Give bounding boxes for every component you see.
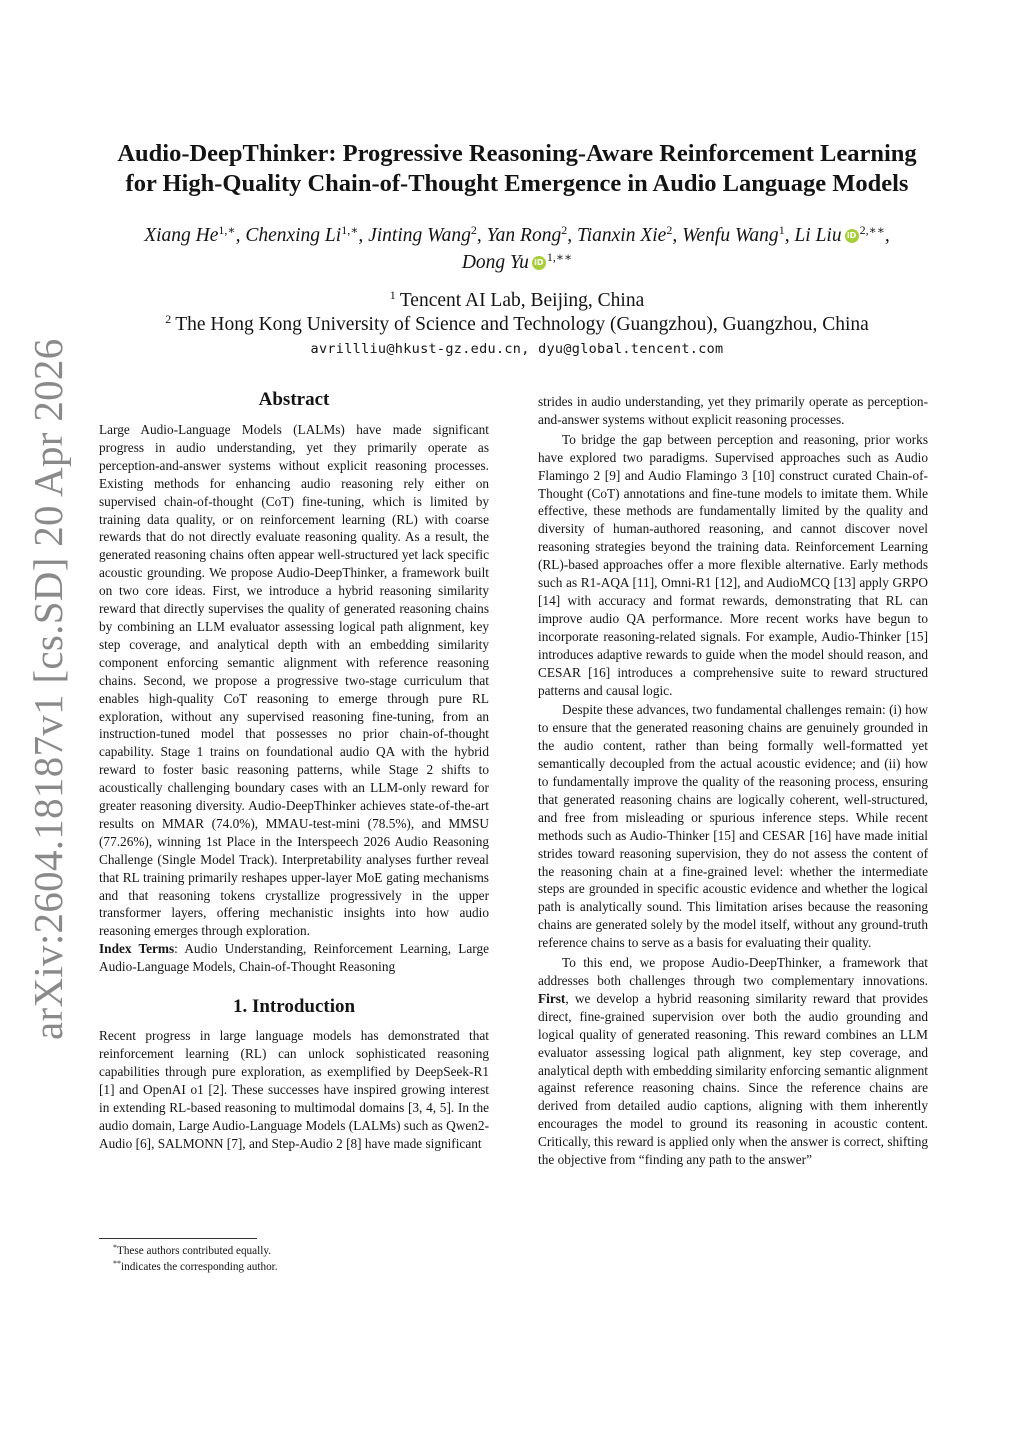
intro-paragraph-3: Despite these advances, two fundamental challenges remain: (i) how to ensure that the generated reasoning chains are genuinely grounded in the audio content, rather than being formally well-formatted yet semantically decoupled from the actual acoustic evidence; and (ii) how to fundamentally improve the quality of the reasoning process, ensuring that generated reasoning chains are logically coherent, well-structured, and free from misleading or spurious inference steps. While recent methods such as Audio-Thinker [15] and CESAR [16] have made initial strides toward reasoning supervision, they do not assess the content of the reasoning chain at a fine-grained level: whether the intermediate steps are grounded in specific acoustic evidence and whether the logical path is analytically sound. This limitation arises because the reasoning chains are generated solely by the model itself, without any ground-truth reference chains to serve as a basis for evaluating their quality. [538,702,928,951]
p4-text-c: , we develop a hybrid reasoning similarity reward that provides direct, fine-grained supervision over both the audio grounding and logical quality of generated reasoning. This reward combines an LLM evaluator assessing logical path alignment, key step coverage, and analytical depth with embedding similarity enforcing semantic alignment against reference reasoning chains. Since the reference chains are derived from detailed audio captions, aligning with them inherently encourages the model to ground its reasoning in acoustic content. Critically, this reward is applied only when the answer is correct, shifting the objective from “finding any path to the answer” [538,990,928,1168]
author-separator: , [235,225,246,246]
author-name[interactable]: Xiang He [144,225,219,246]
author-name[interactable]: Wenfu Wang [682,225,779,246]
affiliation-text: The Hong Kong University of Science and Technology (Guangzhou), Guangzhou, China [175,314,869,335]
affiliation-1 [60,289,974,313]
author-line-2 [60,249,974,276]
footnote-1 [99,1243,489,1259]
author-name[interactable]: Chenxing Li [245,225,342,246]
author-separator: , [784,225,795,246]
author-name[interactable]: Li Liu [794,225,842,246]
author-line-1 [60,222,974,249]
title-line-1: Audio-DeepThinker: Progressive Reasoning-Aware Reinforcement Learning [117,140,917,167]
author-name[interactable]: Dong Yu [461,252,529,273]
footnote-2 [99,1259,489,1275]
affiliation-2 [60,313,974,337]
author-name[interactable]: Yan Rong [486,225,562,246]
author-separator: , [567,225,577,246]
author-mark: 2 [561,223,568,237]
author-separator: , [476,225,487,246]
footnote-mark: ** [113,1259,121,1268]
author-mark: 2 [666,223,673,237]
p4-emphasis: First [538,990,566,1006]
index-terms-text: : Audio Understanding, Reinforcement Learning, Large Audio-Language Models, Chain-of-Thought Reasoning [99,941,489,975]
abstract-heading: Abstract [258,389,330,410]
footnote-mark: * [113,1243,117,1252]
contact-emails[interactable]: avrillliu@hkust-gz.edu.cn, dyu@global.tencent.com [310,341,724,357]
affiliation-number: 1 [389,288,396,302]
index-terms [99,940,489,976]
author-separator: , [672,225,683,246]
author-mark: 1,∗∗ [546,250,573,264]
affiliations [60,289,974,337]
author-mark: 2 [470,223,477,237]
index-terms-label: Index Terms [99,941,175,957]
author-separator: , [358,225,369,246]
intro-paragraph-1: Recent progress in large language models has demonstrated that reinforcement learning (RL) can unlock sophisticated reasoning capabilities through pure exploration, as exemplified by DeepSeek-R1 [1] and OpenAI o1 [2]. These successes have inspired growing interest in extending RL-based reasoning to multimodal domains [3, 4, 5]. In the audio domain, Large Audio-Language Models (LALMs) such as Qwen2-Audio [6], SALMONN [7], and Step-Audio 2 [8] have made significant [99,1028,489,1151]
author-list [60,222,974,276]
arxiv-side-stamp: arXiv:2604.18187v1 [cs.SD] 20 Apr 2026 [25,338,71,1040]
author-name[interactable]: Jinting Wang [368,225,471,246]
footnotes [99,1238,489,1275]
author-separator: , [884,225,890,246]
affiliation-text: Tencent AI Lab, Beijing, China [399,290,645,311]
footnote-divider [99,1238,257,1239]
author-mark: 2,∗∗ [859,223,885,237]
orcid-icon[interactable]: iD [845,229,859,243]
title-line-2: for High-Quality Chain-of-Thought Emergence in Audio Language Models [125,170,909,197]
right-column [538,393,928,1169]
intro-paragraph-2: To bridge the gap between perception and reasoning, prior works have explored two paradigms. Supervised approaches such as Audio Flamingo 2 [9] and Audio Flamingo 3 [10] construct curated Chain-of-Thought (CoT) annotations and fine-tune models to imitate them. While effective, these methods are fundamentally limited by the quality and diversity of human-authored reasoning, and cannot discover novel reasoning strategies beyond the training data. Reinforcement Learning (RL)-based approaches offer a more flexible alternative. Early methods such as R1-AQA [11], Omni-R1 [12], and AudioMCQ [13] apply GRPO [14] with accuracy and format rewards, demonstrating that RL can improve audio QA performance. More recent works have begun to incorporate reasoning-related signals. For example, Audio-Thinker [15] introduces adaptive rewards to guide when the model should reason, and CESAR [16] introduces a comprehensive suite to reward structured patterns and causal logic. [538,431,928,698]
left-column [99,388,489,1152]
intro-paragraph-4 [538,954,928,1169]
affiliation-number: 2 [165,312,172,326]
paper-title [60,139,974,199]
footnote-text: These authors contributed equally. [117,1245,271,1257]
p4-text-a: To this end, we propose Audio-DeepThinker, a framework that addresses both challenges through two complementary innovations. [538,955,928,988]
footnote-text: indicates the corresponding author. [121,1261,278,1273]
author-mark: 1 [778,223,785,237]
abstract-text: Large Audio-Language Models (LALMs) have made significant progress in audio understanding, yet they primarily operate as perception-and-answer systems without explicit reasoning processes. Existing methods for enhancing audio reasoning rely either on supervised chain-of-thought (CoT) fine-tuning, which is limited by training data quality, or on reinforcement learning (RL) with coarse rewards that do not directly evaluate reasoning quality. As a result, the generated reasoning chains often appear well-structured yet lack specific acoustic grounding. We propose Audio-DeepThinker, a framework built on two core ideas. First, we introduce a hybrid reasoning similarity reward that directly supervises the quality of generated reasoning chains by combining an LLM evaluator assessing logical path alignment, key step coverage, and analytical depth with an embedding similarity component enforcing semantic alignment with reference reasoning chains. Second, we propose a progressive two-stage curriculum that enables high-quality CoT reasoning to emerge through pure RL exploration, without any supervised reasoning fine-tuning, from an instruction-tuned model that possesses no prior chain-of-thought capability. Stage 1 trains on foundational audio QA with the hybrid reward to foster basic reasoning patterns, while Stage 2 shifts to acoustically challenging boundary cases with an LLM-only reward for greater reasoning diversity. Audio-DeepThinker achieves state-of-the-art results on MMAR (74.0%), MMAU-test-mini (78.5%), and MMSU (77.26%), winning 1st Place in the Interspeech 2026 Audio Reasoning Challenge (Single Model Track). Interpretability analyses further reveal that RL training primarily reshapes upper-layer MoE gating mechanisms and that reasoning tokens crystallize progressively in the upper transformer layers, offering mechanistic insights into how audio reasoning emerges through exploration. [99,422,489,939]
intro-paragraph-continued: strides in audio understanding, yet they primarily operate as perception-and-answer systems without explicit reasoning processes. [538,394,928,427]
orcid-icon[interactable]: iD [532,256,546,270]
introduction-heading: 1. Introduction [232,996,356,1018]
author-name[interactable]: Tianxin Xie [576,225,667,246]
author-mark: 1,∗ [341,223,359,237]
author-mark: 1,∗ [218,223,236,237]
